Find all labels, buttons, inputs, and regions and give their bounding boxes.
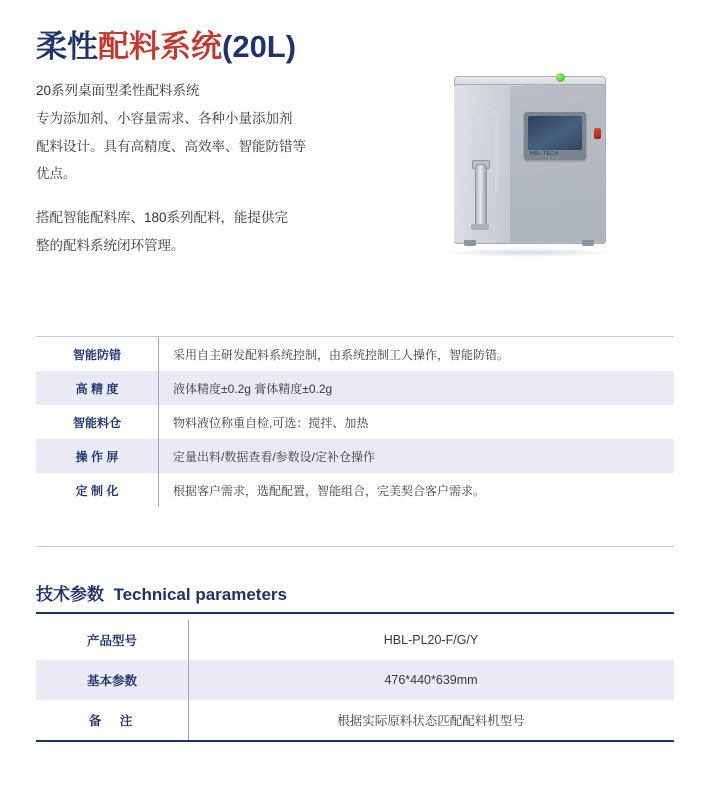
paragraph-gap [36, 188, 391, 204]
feature-label: 操 作 屏 [36, 439, 159, 473]
intro-line-4: 优点。 [36, 166, 77, 182]
table-row [36, 439, 674, 473]
spec-label: 产品型号 [36, 620, 189, 660]
feature-value: 根据客户需求，选配配置，智能组合，完美契合客户需求。 [173, 483, 486, 498]
table-row [36, 371, 674, 405]
title-segment-b: 配料系统 [98, 29, 222, 64]
product-photo [424, 62, 652, 267]
section-heading [36, 580, 287, 605]
intro-line-5: 搭配智能配料库、180系列配料，能提供完 [36, 209, 289, 225]
feature-label: 定 制 化 [36, 473, 159, 507]
machine-screen-display [528, 116, 582, 150]
table-row [36, 660, 674, 700]
title-block [36, 0, 674, 65]
machine-front-panel [510, 86, 604, 242]
title-segment-c: (20L) [222, 29, 297, 64]
emergency-stop-button-icon [594, 128, 601, 139]
intro-text [36, 77, 391, 259]
machine-foot-right [582, 240, 594, 246]
section-heading-cn: 技术参数 [36, 585, 104, 604]
table-row [36, 337, 674, 371]
dosing-machine-illustration [432, 72, 617, 250]
page-title [36, 28, 674, 65]
spec-value: 根据实际原料状态匹配配料机型号 [337, 714, 525, 728]
section-heading-en: Technical parameters [113, 585, 287, 604]
feature-label: 智能料仓 [36, 405, 159, 439]
machine-foot-left [464, 240, 476, 246]
section-heading-rule [36, 612, 674, 614]
machine-cylinder-base [471, 224, 489, 230]
table-row [36, 473, 674, 507]
table-row [36, 620, 674, 660]
spec-label: 基本参数 [36, 660, 189, 700]
spec-value: HBL-PL20-F/G/Y [383, 633, 479, 647]
intro-line-2: 专为添加剂、小容量需求、各种小量添加剂 [36, 110, 293, 126]
machine-touchscreen [524, 112, 586, 160]
feature-label: 智能防错 [36, 337, 159, 371]
feature-value: 物料液位称重自检,可选：搅拌、加热 [173, 415, 369, 430]
feature-label: 高 精 度 [36, 371, 159, 405]
feature-value: 采用自主研发配料系统控制，由系统控制工人操作，智能防错。 [173, 347, 510, 362]
title-segment-a: 柔性 [36, 29, 98, 64]
spec-table [36, 620, 674, 740]
intro-line-3: 配料设计。具有高精度、高效率、智能防错等 [36, 138, 306, 154]
intro-line-6: 整的配料系统闭环管理。 [36, 237, 185, 253]
intro-line-1: 20系列桌面型柔性配料系统 [36, 83, 200, 99]
status-led-icon [556, 73, 565, 82]
machine-shadow [442, 248, 614, 257]
machine-screen-logo: HBL-TECH [530, 151, 559, 157]
table-row [36, 405, 674, 439]
spec-table-bottom-rule [36, 740, 674, 742]
table-row [36, 700, 674, 740]
feature-table [36, 337, 674, 507]
spec-value: 476*440*639mm [384, 673, 478, 687]
feature-table-bottom-rule [36, 546, 674, 547]
feature-value: 液体精度±0.2g 膏体精度±0.2g [173, 381, 333, 396]
machine-cylinder [475, 164, 487, 230]
spec-label: 备 注 [36, 700, 189, 740]
feature-value: 定量出料/数据查看/参数设/定补仓操作 [173, 449, 376, 464]
